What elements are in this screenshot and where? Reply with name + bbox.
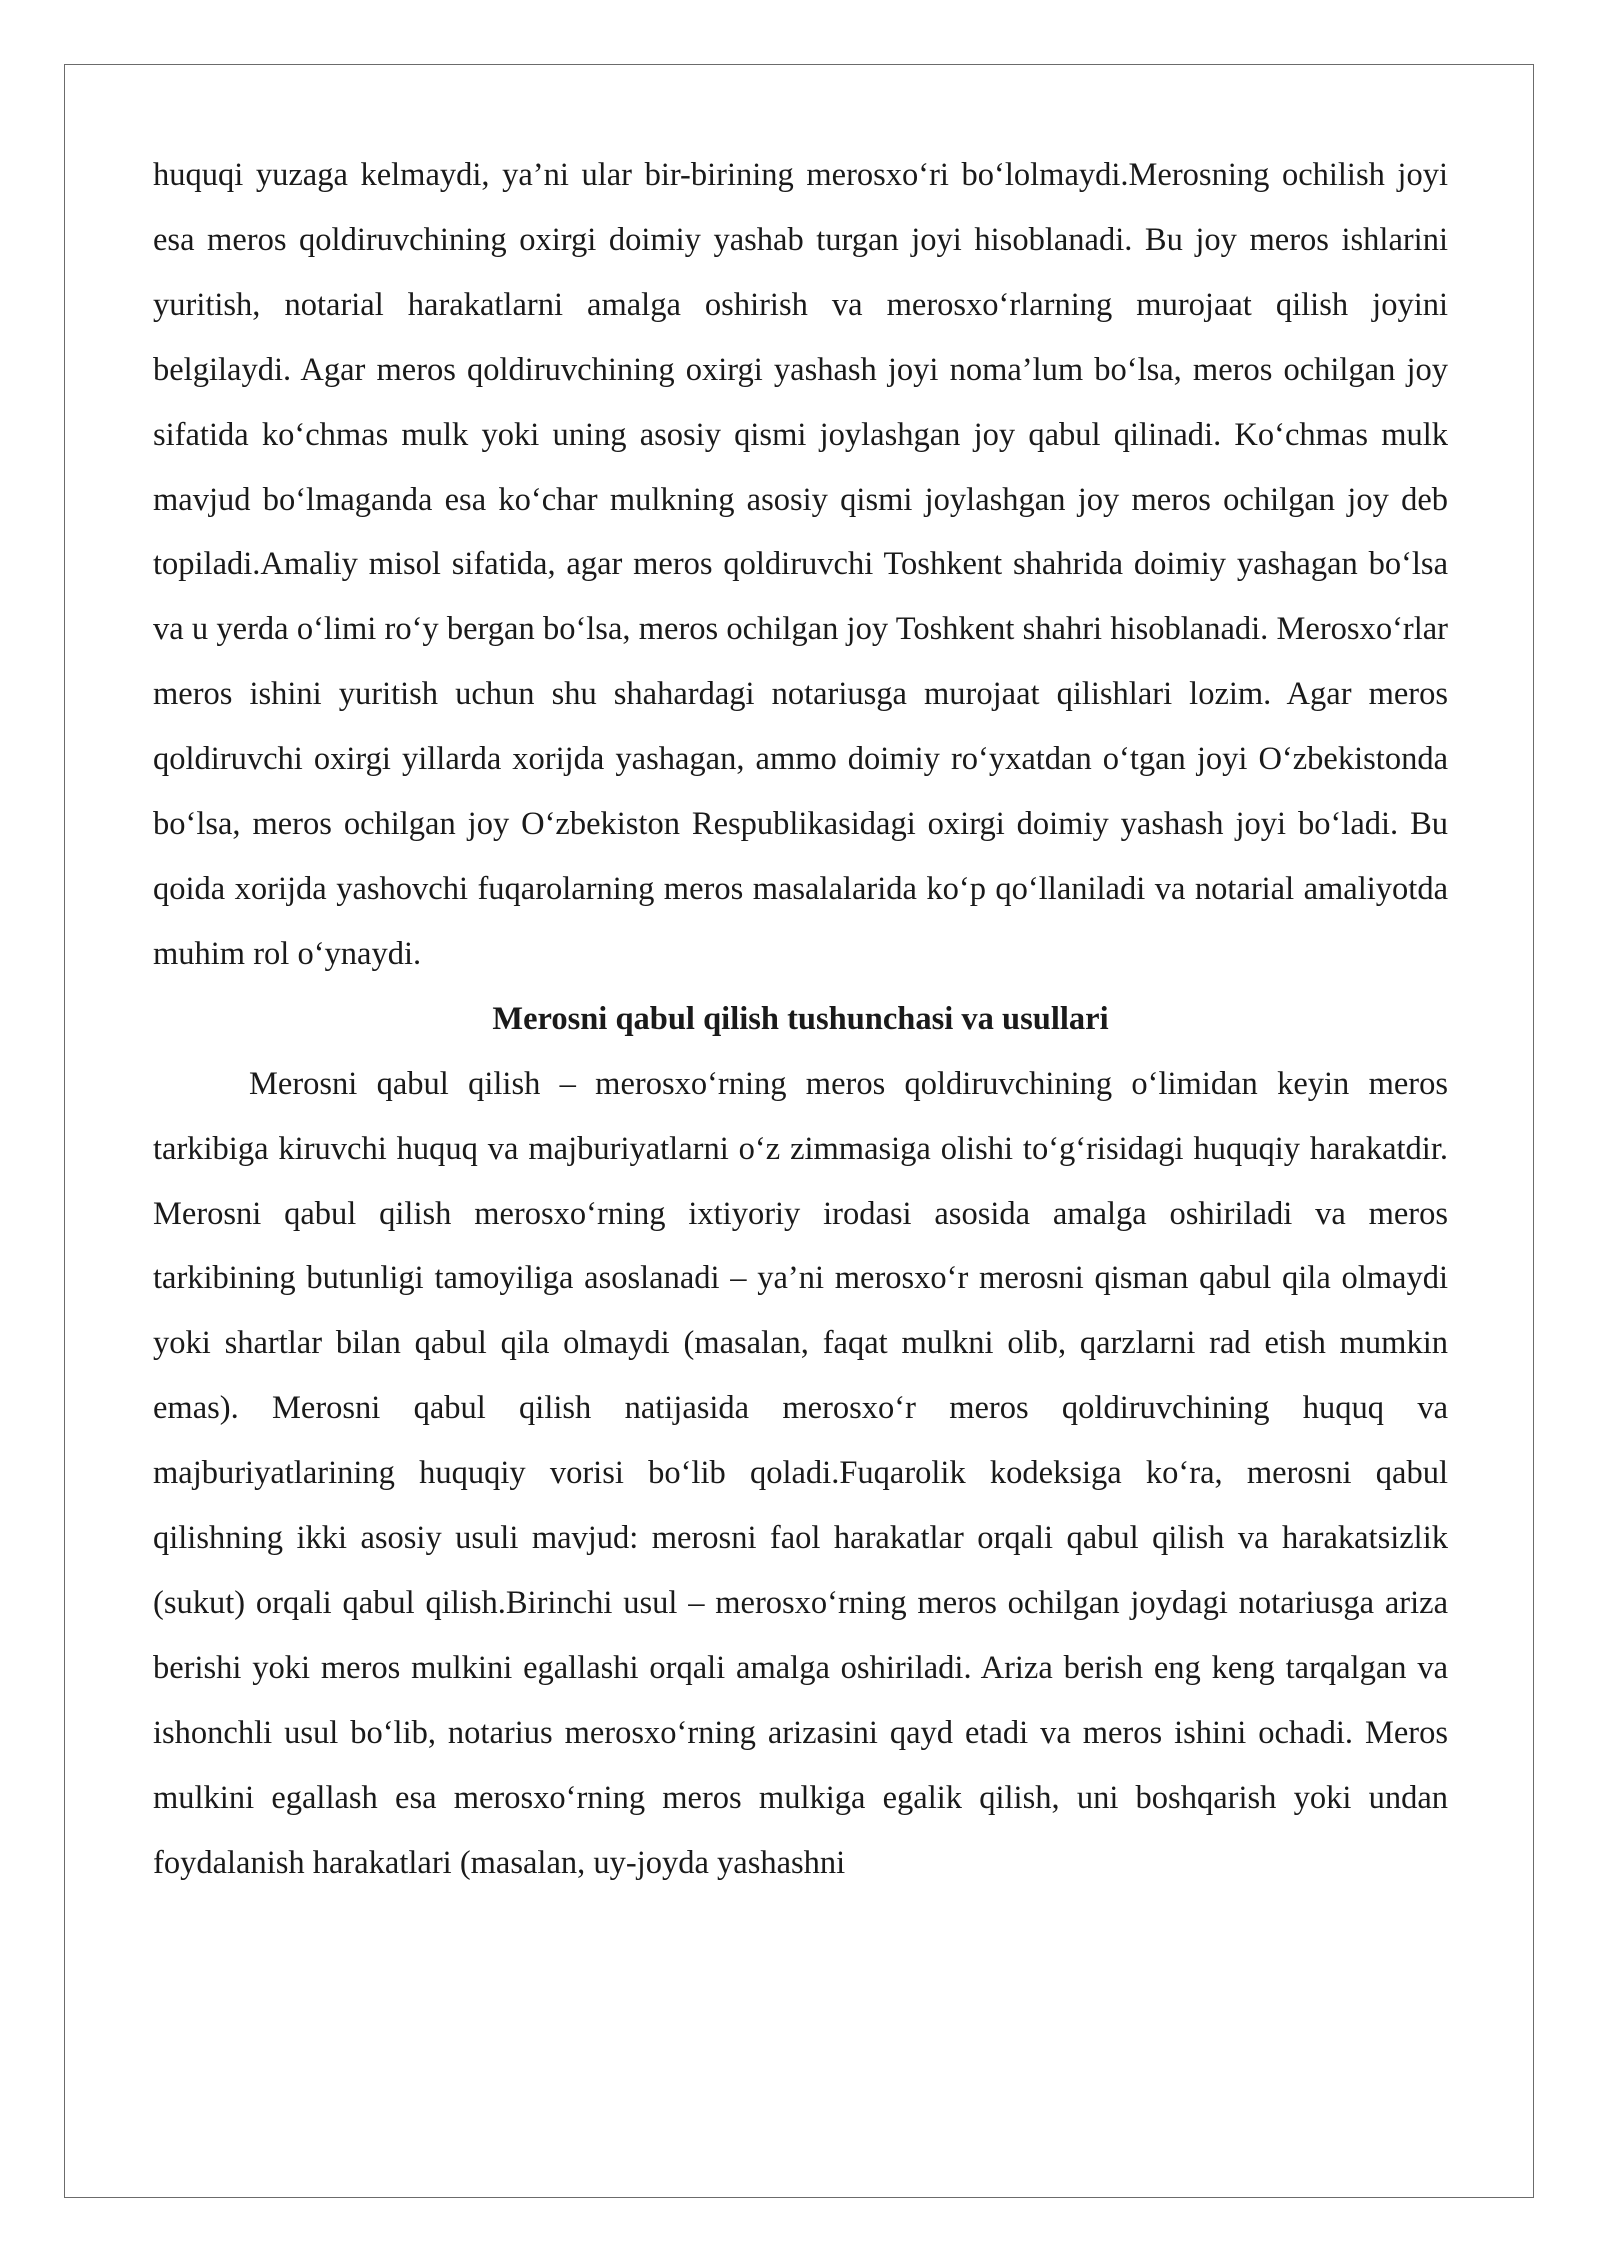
paragraph-acceptance-of-inheritance: Merosni qabul qilish – merosxo‘rning meros qoldiruvchining o‘limidan keyin meros tarkibiga kiruvchi huquq va majburiyatlarni o‘z zimmasiga olishi to‘g‘risidagi huquqiy harakatdir. Merosni qabul qilish merosxo‘rning ixtiyoriy irodasi asosida amalga oshiriladi va meros tarkibining butunligi tamoyiliga asoslanadi – ya’ni merosxo‘r merosni qisman qabul qila olmaydi yoki shartlar bilan qabul qila olmaydi (masalan, faqat mulkni olib, qarzlarni rad etish mumkin emas). Merosni qabul qilish natijasida merosxo‘r meros qoldiruvchining huquq va majburiyatlarining huquqiy vorisi bo‘lib qoladi.Fuqarolik kodeksiga ko‘ra, merosni qabul qilishning ikki asosiy usuli mavjud: merosni faol harakatlar orqali qabul qilish va harakatsizlik (sukut) orqali qabul qilish.Birinchi usul – merosxo‘rning meros ochilgan joydagi notariusga ariza berishi yoki meros mulkini egallashi orqali amalga oshiriladi. Ariza berish eng keng tarqalgan va ishonchli usul bo‘lib, notarius merosxo‘rning arizasini qayd etadi va meros ishini ochadi. Meros mulkini egallash esa merosxo‘rning meros mulkiga egalik qilish, uni boshqarish yoki undan foydalanish harakatlari (masalan, uy-joyda yashashni <box>153 1065 1448 1881</box>
document-body <box>153 143 1448 1895</box>
section-heading: Merosni qabul qilish tushunchasi va usullari <box>492 1000 1109 1037</box>
paragraph-inheritance-place: huquqi yuzaga kelmaydi, ya’ni ular bir-birining merosxo‘ri bo‘lolmaydi.Merosning ochilish joyi esa meros qoldiruvchining oxirgi doimiy yashab turgan joyi hisoblanadi. Bu joy meros ishlarini yuritish, notarial harakatlarni amalga oshirish va merosxo‘rlarning murojaat qilish joyini belgilaydi. Agar meros qoldiruvchining oxirgi yashash joyi noma’lum bo‘lsa, meros ochilgan joy sifatida ko‘chmas mulk yoki uning asosiy qismi joylashgan joy qabul qilinadi. Ko‘chmas mulk mavjud bo‘lmaganda esa ko‘char mulkning asosiy qismi joylashgan joy meros ochilgan joy deb topiladi.Amaliy misol sifatida, agar meros qoldiruvchi Toshkent shahrida doimiy yashagan bo‘lsa va u yerda o‘limi ro‘y bergan bo‘lsa, meros ochilgan joy Toshkent shahri hisoblanadi. Merosxo‘rlar meros ishini yuritish uchun shu shahardagi notariusga murojaat qilishlari lozim. Agar meros qoldiruvchi oxirgi yillarda xorijda yashagan, ammo doimiy ro‘yxatdan o‘tgan joyi O‘zbekistonda bo‘lsa, meros ochilgan joy O‘zbekiston Respublikasidagi oxirgi doimiy yashash joyi bo‘ladi. Bu qoida xorijda yashovchi fuqarolarning meros masalalarida ko‘p qo‘llaniladi va notarial amaliyotda muhim rol o‘ynaydi. <box>153 157 1448 972</box>
